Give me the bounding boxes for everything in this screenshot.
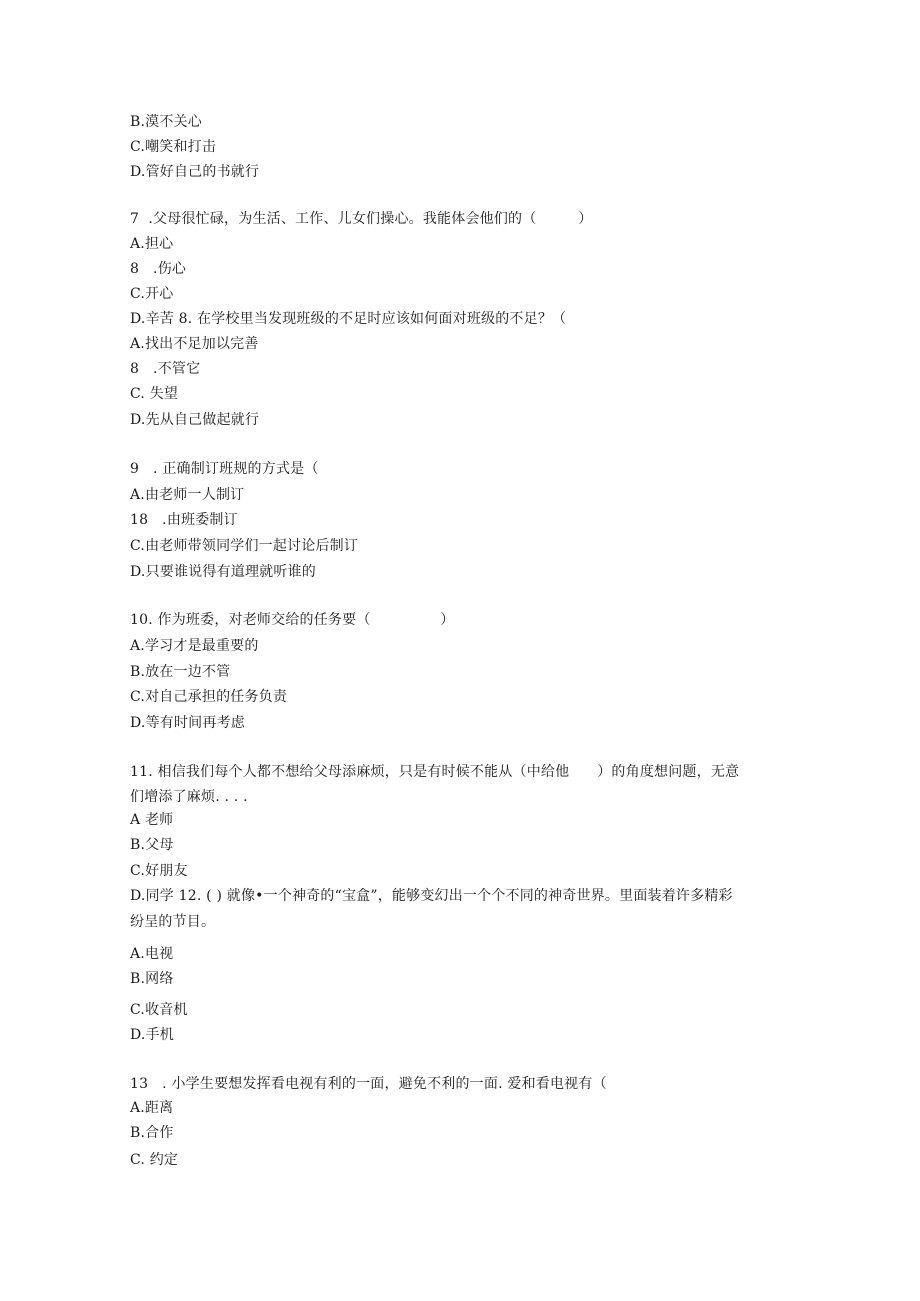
text-line: A 老师 [130,812,174,828]
text-line: 纷呈的节目。 [130,914,216,930]
text-line: 8 .伤心 [130,261,187,277]
text-line: B.漠不关心 [130,114,202,130]
text-line: A.电视 [130,946,174,962]
text-line: C.由老师带领同学们一起讨论后制订 [130,538,359,554]
text-line: B.网络 [130,971,174,987]
text-line: A.距离 [130,1100,174,1116]
text-line: A.学习才是最重要的 [130,638,259,654]
question-8: D.辛苦 8. 在学校里当发现班级的不足时应该如何面对班级的不足？（ [130,311,567,327]
question-11: 11. 相信我们每个人都不想给父母添麻烦，只是有时候不能从（中给他 ）的角度想问题，无意 [130,764,740,780]
text-line: D.手机 [130,1027,174,1043]
text-line: 们增添了麻烦. . . . [130,789,248,805]
question-12: D.同学 12. ( ) 就像•一个神奇的“宝盒”，能够变幻出一个个不同的神奇世界。里面装着许多精彩 [130,888,733,904]
text-line: C.好朋友 [130,863,188,879]
text-line: C.开心 [130,286,174,302]
text-line: D.先从自己做起就行 [130,412,260,428]
text-line: A.担心 [130,236,174,252]
text-line: A.找出不足加以完善 [130,336,259,352]
text-line: B.合作 [130,1125,174,1141]
text-line: C. 失望 [130,386,179,402]
text-line: C.收音机 [130,1002,188,1018]
text-line: C. 约定 [130,1152,179,1168]
text-line: C.嘲笑和打击 [130,139,217,155]
text-line: A.由老师一人制订 [130,487,245,503]
text-line: C.对自己承担的任务负责 [130,689,288,705]
text-line: 18 .由班委制订 [130,512,238,528]
text-line: 8 .不管它 [130,361,201,377]
text-line: D.等有时间再考虑 [130,715,245,731]
text-line: D.管好自己的书就行 [130,164,260,180]
text-line: D.只要谁说得有道理就听谁的 [130,564,316,580]
text-line: B.放在一边不管 [130,664,231,680]
question-7: 7 .父母很忙碌，为生活、工作、儿女们操心。我能体会他们的（ ） [130,211,593,227]
question-10: 10. 作为班委，对老师交给的任务要（ ） [130,612,455,628]
question-13: 13 . 小学生要想发挥看电视有利的一面，避免不利的一面. 爱和看电视有（ [130,1076,607,1092]
text-line: B.父母 [130,837,174,853]
question-9: 9 . 正确制订班规的方式是（ [130,461,319,477]
